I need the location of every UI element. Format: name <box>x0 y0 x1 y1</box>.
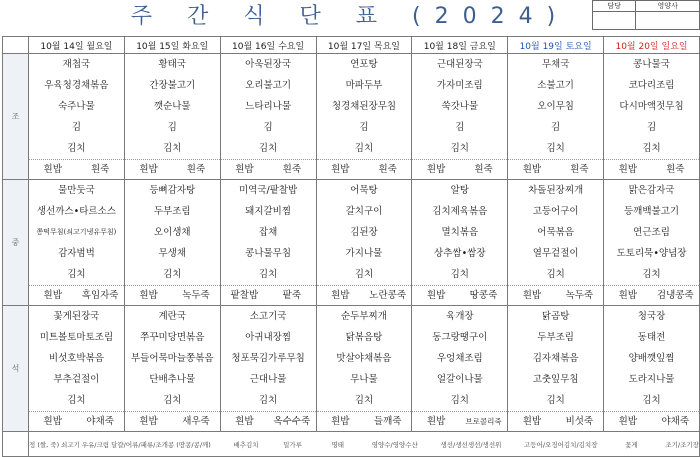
porridge-item: 야채죽 <box>661 416 690 427</box>
dish-list <box>29 54 124 159</box>
dish-item: 김 <box>71 122 82 133</box>
dish-item: 마파두부 <box>345 80 383 91</box>
porridge-item: 흑임자죽 <box>81 290 119 301</box>
dish-item: 쭈꾸미당면볶음 <box>140 332 205 343</box>
porridge-item: 흰죽 <box>474 164 493 175</box>
day-of-week: 수요일 <box>278 41 305 52</box>
rice-item: 흰밥 <box>522 290 542 301</box>
dish-item: 코다리조림 <box>628 80 675 91</box>
rice-item: 흰밥 <box>43 164 62 175</box>
dish-item: 다시마액젓무침 <box>619 101 684 112</box>
dish-item: 가지나물 <box>345 248 383 259</box>
dish-item: 김치 <box>354 143 374 154</box>
dish-item: 동그랑땡구이 <box>432 332 488 343</box>
day-date: 10월 15일 <box>136 41 180 52</box>
dish-item: 김치 <box>642 269 661 280</box>
rice-porridge-row <box>317 411 412 431</box>
dish-item: 김치 <box>67 269 86 280</box>
rice-porridge-row <box>412 411 507 431</box>
legend-item: 영양수/영양수산 <box>371 440 418 449</box>
dish-item: 동태전 <box>637 332 666 343</box>
approval-sign-dietitian <box>636 12 700 30</box>
porridge-item: 녹두죽 <box>182 290 210 301</box>
day-date: 10월 18일 <box>423 41 467 52</box>
dish-item: 김치 <box>450 143 469 154</box>
dish-item: 소불고기 <box>537 80 574 91</box>
porridge-item: 들깨죽 <box>373 416 402 427</box>
dish-item: 감자범벅 <box>58 248 95 259</box>
dish-item: 맛살야채볶음 <box>336 353 392 364</box>
menu-cell <box>508 306 604 432</box>
dish-item: 김치 <box>163 143 182 154</box>
dish-item: 김치 <box>354 395 374 406</box>
day-of-week: 일요일 <box>661 41 688 52</box>
rice-porridge-row <box>221 411 316 431</box>
dish-item: 콩나물무침 <box>245 248 292 259</box>
dish-item: 두부조림 <box>537 332 574 343</box>
dish-item: 아욱된장국 <box>245 59 292 70</box>
rice-item: 흰밥 <box>139 290 158 301</box>
porridge-item: 브로콜리죽 <box>465 417 502 426</box>
dish-item: 김치 <box>163 395 182 406</box>
day-of-week: 금요일 <box>469 41 496 52</box>
porridge-item: 노란콩죽 <box>369 290 407 301</box>
dish-item: 근대된장국 <box>436 59 483 70</box>
rice-porridge-row <box>125 285 220 305</box>
menu-cell <box>220 180 316 306</box>
rice-porridge-row <box>221 285 316 305</box>
menu-cell <box>124 180 220 306</box>
dish-item: 김 <box>551 122 561 133</box>
dish-list <box>29 180 124 285</box>
dish-list <box>221 306 316 411</box>
day-date: 10월 20일 <box>615 41 659 52</box>
menu-cell <box>124 54 220 180</box>
dish-item: 황태국 <box>158 59 187 70</box>
dish-item: 김 <box>646 122 657 133</box>
rice-item: 흰밥 <box>522 164 542 175</box>
dish-item: 등뼈감자탕 <box>149 185 196 196</box>
rice-item: 흰밥 <box>43 290 62 301</box>
porridge-item: 비섯죽 <box>565 416 594 427</box>
dish-item: 미트볼토마토조림 <box>39 332 114 343</box>
rice-porridge-row <box>604 159 699 179</box>
legend-item: 꽃게 <box>625 440 638 449</box>
rice-porridge-row <box>29 411 124 431</box>
legend-item <box>501 440 524 449</box>
menu-cell <box>29 306 125 432</box>
rice-porridge-row <box>29 159 124 179</box>
dish-item: 연포탕 <box>350 59 378 70</box>
dish-item: 김 <box>167 122 177 133</box>
dish-item: 김 <box>455 122 465 133</box>
dish-list <box>508 54 603 159</box>
dish-item: 고등어구이 <box>532 206 579 217</box>
rice-item: 흰밥 <box>426 164 446 175</box>
dish-item: 콩나물국 <box>633 59 670 70</box>
dish-item: 김치 <box>354 269 374 280</box>
dish-item: 닭곰탕 <box>541 311 570 322</box>
dish-item: 김치 <box>450 269 469 280</box>
dish-item: 쫑떡무침(쇠고기냉유무침) <box>36 228 117 236</box>
legend-item: 김치/김치장 <box>563 440 598 449</box>
rice-item: 흰밥 <box>235 416 254 427</box>
dish-item: 김 <box>263 122 273 133</box>
dish-item: 어묵볶음 <box>537 227 574 238</box>
porridge-item: 새우죽 <box>182 416 210 427</box>
dish-item: 청국장 <box>637 311 666 322</box>
meal-label: 석 <box>3 306 29 432</box>
dish-list <box>604 306 699 411</box>
dish-item: 무생채 <box>158 248 187 259</box>
dish-list <box>412 306 507 411</box>
porridge-item: 땅콩죽 <box>469 290 498 301</box>
dish-item: 숙주나물 <box>58 101 95 112</box>
dish-list <box>604 54 699 159</box>
dish-item: 쑥갓나물 <box>441 101 479 112</box>
rice-item: 흰밥 <box>618 290 637 301</box>
dish-item: 닭볶음탕 <box>345 332 383 343</box>
dish-list <box>412 54 507 159</box>
origin-legend-row <box>3 432 700 457</box>
rice-item: 흰밥 <box>43 416 62 427</box>
dish-item: 육개장 <box>446 311 474 322</box>
dish-item: 오이생채 <box>153 227 191 238</box>
dish-list <box>125 54 220 159</box>
dish-item: 물만둣국 <box>58 185 95 196</box>
approval-box <box>592 0 700 30</box>
dish-item: 김치제육볶음 <box>432 206 488 217</box>
rice-item: 흰밥 <box>426 416 446 427</box>
rice-item: 팥찰밥 <box>230 290 259 301</box>
legend-item: 콩 (땅콩/콩/깨) <box>167 440 211 449</box>
menu-cell <box>124 306 220 432</box>
menu-cell <box>508 180 604 306</box>
legend-item: 우유/크림 달걀/어류/패류/조개 <box>81 440 168 449</box>
dish-item: 오이무침 <box>537 101 574 112</box>
day-of-week: 목요일 <box>373 41 401 52</box>
corner-cell <box>3 37 29 54</box>
legend-item: 정 (쌀, 죽) <box>29 440 60 449</box>
dish-list <box>221 54 316 159</box>
dish-list <box>125 180 220 285</box>
rice-item: 흰밥 <box>331 416 350 427</box>
legend-item <box>418 440 441 449</box>
rice-porridge-row <box>317 159 412 179</box>
dish-item: 김치 <box>642 143 661 154</box>
page-title: 주 간 식 단 표 (2024) <box>130 4 570 29</box>
menu-cell <box>220 306 316 432</box>
dish-item: 단배추나물 <box>149 374 196 385</box>
porridge-item: 흰죽 <box>666 164 685 175</box>
dish-item: 차돌된장찌개 <box>528 185 584 196</box>
menu-cell <box>316 180 412 306</box>
dish-item: 도토리묵•양념장 <box>616 248 687 259</box>
menu-cell <box>316 54 412 180</box>
menu-cell <box>29 180 125 306</box>
origin-legend <box>29 432 700 457</box>
rice-item: 흰밥 <box>331 290 350 301</box>
dish-item: 부추겉절이 <box>53 374 100 385</box>
dish-item: 김치 <box>546 395 565 406</box>
dish-list <box>317 306 412 411</box>
meal-row <box>3 306 700 432</box>
day-header-5 <box>508 37 604 54</box>
porridge-item: 흰죽 <box>282 164 301 175</box>
legend-item <box>259 440 282 449</box>
rice-porridge-row <box>604 411 699 431</box>
legend-item: 고등어/오징어 <box>524 440 564 449</box>
dish-item: 깻순나물 <box>153 101 191 112</box>
dish-item: 알탕 <box>450 185 469 196</box>
dish-list <box>317 54 412 159</box>
dish-item: 멸치볶음 <box>441 227 479 238</box>
day-header-3 <box>316 37 412 54</box>
dish-item: 가자미조림 <box>436 80 483 91</box>
meal-label: 조 <box>3 54 29 180</box>
dish-item: 김치 <box>163 269 182 280</box>
rice-porridge-row <box>412 159 507 179</box>
dish-item: 맑은감자국 <box>628 185 675 196</box>
dish-item: 김치 <box>67 143 86 154</box>
menu-cell <box>412 306 508 432</box>
dish-item: 청경채된장무침 <box>331 101 397 112</box>
dish-list <box>508 306 603 411</box>
dish-item: 등깨백불고기 <box>624 206 680 217</box>
rice-porridge-row <box>125 159 220 179</box>
dish-item: 갈치구이 <box>345 206 383 217</box>
rice-porridge-row <box>508 411 603 431</box>
dish-item: 청포묵김가루무침 <box>231 353 305 364</box>
dish-item: 양배깻잎찜 <box>628 353 675 364</box>
dish-item: 김치 <box>642 395 661 406</box>
dish-item: 우엉채조림 <box>436 353 483 364</box>
legend-item <box>211 440 234 449</box>
approval-label-staff: 담당 <box>593 1 636 12</box>
menu-cell <box>29 54 125 180</box>
dish-item: 김된장 <box>350 227 378 238</box>
day-header-1 <box>124 37 220 54</box>
legend-item <box>643 440 666 449</box>
rice-item: 흰밥 <box>331 164 350 175</box>
dish-item: 연근조림 <box>633 227 670 238</box>
dish-item: 아귀내장찜 <box>245 332 292 343</box>
dish-item: 오리불고기 <box>245 80 292 91</box>
menu-cell <box>316 306 412 432</box>
legend-item <box>349 440 372 449</box>
dish-item: 부들어묵마늘쫑볶음 <box>130 353 214 364</box>
meal-label: 중 <box>3 180 29 306</box>
rice-porridge-row <box>29 285 124 305</box>
dish-item: 무나물 <box>350 374 378 385</box>
porridge-item: 흰죽 <box>570 164 589 175</box>
dish-item: 얼갈이나물 <box>436 374 483 385</box>
dish-item: 생선까스•타르소스 <box>36 206 116 217</box>
porridge-item: 검냉콩죽 <box>656 290 694 301</box>
day-header-6 <box>604 37 700 54</box>
legend-corner <box>3 432 29 457</box>
porridge-item: 흰죽 <box>378 164 397 175</box>
day-header-0 <box>29 37 125 54</box>
meal-row <box>3 54 700 180</box>
dish-item: 우육청경채볶음 <box>44 80 109 91</box>
rice-item: 흰밥 <box>235 164 254 175</box>
rice-porridge-row <box>125 411 220 431</box>
day-date: 10월 17일 <box>327 41 372 52</box>
dish-item: 김치 <box>67 395 86 406</box>
dish-item: 순두부찌개 <box>341 311 387 322</box>
dish-item: 김 <box>359 122 369 133</box>
porridge-item: 흰죽 <box>186 164 206 175</box>
rice-item: 흰밥 <box>618 416 637 427</box>
porridge-item: 옥수수죽 <box>273 416 311 427</box>
legend-item: 조기/조기장 <box>665 440 699 449</box>
day-date: 10월 16일 <box>232 41 276 52</box>
rice-porridge-row <box>221 159 316 179</box>
dish-list <box>221 180 316 285</box>
dish-item: 열무겉절이 <box>532 248 579 259</box>
dish-item: 소고기국 <box>249 311 287 322</box>
dish-item: 두부조림 <box>153 206 191 217</box>
day-of-week: 토요일 <box>565 41 592 52</box>
dish-item: 계란국 <box>158 311 187 322</box>
legend-item <box>598 440 621 449</box>
day-date: 10월 14일 <box>40 41 84 52</box>
dish-item: 재첩국 <box>62 59 91 70</box>
dish-item: 김치 <box>258 395 278 406</box>
menu-cell <box>412 180 508 306</box>
porridge-item: 흰죽 <box>90 164 110 175</box>
porridge-item: 녹두죽 <box>565 290 594 301</box>
menu-cell <box>604 306 700 432</box>
dish-list <box>412 180 507 285</box>
legend-item: 밀가루 <box>283 440 302 449</box>
legend-item: 쇠고기 <box>61 440 80 449</box>
rice-item: 흰밥 <box>618 164 637 175</box>
rice-item: 흰밥 <box>139 416 158 427</box>
legend-item: 배추김치 <box>233 440 259 449</box>
legend-item <box>304 440 327 449</box>
approval-label-dietitian: 영양사 <box>636 1 700 12</box>
date-header-row <box>3 37 700 54</box>
dish-item: 도라지나물 <box>628 374 675 385</box>
porridge-item: 야채죽 <box>86 416 114 427</box>
dish-item: 간장불고기 <box>149 80 196 91</box>
dish-item: 비섯호박볶음 <box>48 353 104 364</box>
dish-list <box>604 180 699 285</box>
dish-item: 김치 <box>546 143 565 154</box>
dish-list <box>317 180 412 285</box>
rice-porridge-row <box>317 285 412 305</box>
rice-item: 흰밥 <box>426 290 446 301</box>
rice-item: 흰밥 <box>522 416 542 427</box>
dish-list <box>125 306 220 411</box>
dish-item: 김치 <box>450 395 469 406</box>
dish-item: 김자채볶음 <box>532 353 579 364</box>
dish-item: 고춧잎무침 <box>532 374 579 385</box>
legend-item: 명태 <box>331 440 345 449</box>
rice-porridge-row <box>412 285 507 305</box>
day-header-4 <box>412 37 508 54</box>
rice-porridge-row <box>508 159 603 179</box>
rice-porridge-row <box>508 285 603 305</box>
menu-cell <box>604 54 700 180</box>
menu-cell <box>604 180 700 306</box>
menu-cell <box>508 54 604 180</box>
day-of-week: 화요일 <box>182 41 209 52</box>
menu-cell <box>220 54 316 180</box>
meal-row <box>3 180 700 306</box>
dish-item: 어묵탕 <box>350 185 378 196</box>
dish-item: 근대나물 <box>249 374 287 385</box>
dish-list <box>29 306 124 411</box>
rice-item: 흰밥 <box>139 164 158 175</box>
dish-item: 상추쌈•쌈장 <box>434 248 486 259</box>
menu-cell <box>412 54 508 180</box>
dish-item: 김치 <box>258 143 278 154</box>
dish-item: 무채국 <box>541 59 570 70</box>
dish-item: 잡채 <box>258 227 278 238</box>
dish-item: 김치 <box>258 269 278 280</box>
dish-item: 꽃게된장국 <box>53 311 100 322</box>
dish-item: 미역국/팥찰밥 <box>238 185 298 196</box>
day-date: 10월 19일 <box>519 41 563 52</box>
dish-item: 느타리나물 <box>245 101 292 112</box>
porridge-item: 팥죽 <box>282 290 301 301</box>
rice-porridge-row <box>604 285 699 305</box>
legend-item: 생선/생선위 <box>467 440 502 449</box>
day-header-2 <box>220 37 316 54</box>
dish-list <box>508 180 603 285</box>
approval-sign-staff <box>593 12 636 30</box>
dish-item: 김치 <box>546 269 565 280</box>
day-of-week: 월요일 <box>86 41 113 52</box>
legend-item: 생선/생선 <box>440 440 468 449</box>
dish-item: 돼지갈비찜 <box>245 206 292 217</box>
weekly-menu-table <box>2 36 700 457</box>
